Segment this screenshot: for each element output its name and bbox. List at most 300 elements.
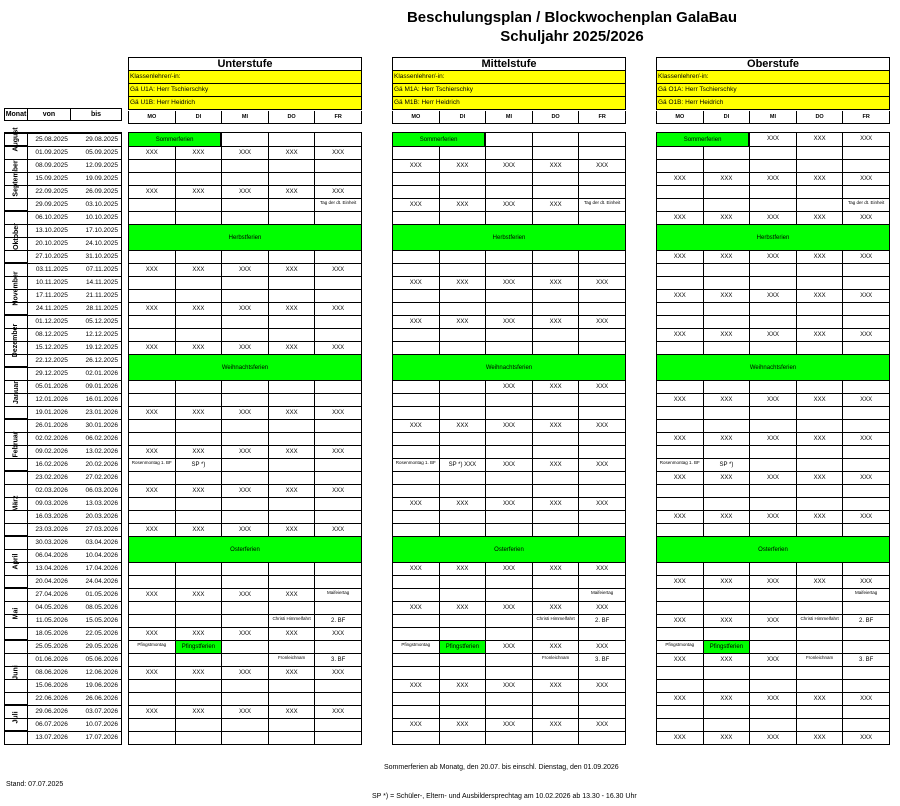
day-cell	[221, 693, 268, 705]
holiday-band: Weihnachtsferien	[393, 355, 625, 380]
day-cell: XXX	[673, 436, 686, 442]
day-cell: XXX	[703, 511, 750, 523]
day-cell	[796, 524, 843, 536]
day-cell	[703, 667, 750, 679]
day-label: DO	[268, 111, 315, 123]
schedule-row	[129, 224, 361, 250]
day-cell	[175, 212, 222, 224]
day-cell: XXX	[221, 147, 268, 159]
day-cell: Fronleichnam	[268, 654, 315, 666]
day-cell: SP *)	[175, 459, 222, 471]
day-header	[656, 111, 890, 124]
day-cell	[532, 511, 579, 523]
month-label	[5, 640, 27, 705]
schedule-row	[657, 133, 889, 146]
day-cell	[129, 602, 175, 614]
day-cell	[842, 563, 889, 575]
day-cell	[439, 511, 486, 523]
day-cell	[749, 680, 796, 692]
day-cell	[129, 693, 175, 705]
week-end: 08.05.2026	[85, 604, 118, 611]
day-cell	[749, 446, 796, 458]
week-end: 31.10.2025	[85, 253, 118, 260]
day-cell	[221, 251, 268, 263]
week-start: 08.06.2026	[35, 669, 68, 676]
block-title: Mittelstufe	[392, 57, 626, 71]
day-cell: XXX	[145, 449, 158, 455]
schedule-row	[657, 510, 889, 523]
day-cell: Rosenmontag 1. BF	[659, 460, 700, 465]
day-cell: XXX	[532, 641, 579, 653]
week-start: 25.08.2025	[35, 136, 68, 143]
schedule-row	[129, 341, 361, 354]
day-cell	[532, 212, 579, 224]
week-start: 02.02.2026	[35, 435, 68, 442]
day-cell	[221, 641, 268, 653]
schedule-row	[657, 471, 889, 484]
schedule-row	[657, 250, 889, 263]
day-cell	[842, 264, 889, 276]
week-start: 04.05.2026	[35, 604, 68, 611]
day-cell: XXX	[175, 446, 222, 458]
day-cell: XXX	[439, 719, 486, 731]
day-cell: Pfingstmontag	[401, 642, 431, 647]
day-cell	[842, 381, 889, 393]
week-end: 29.08.2025	[85, 136, 118, 143]
day-cell: XXX	[221, 264, 268, 276]
schedule-row	[393, 315, 625, 328]
day-cell: XXX	[314, 446, 361, 458]
day-cell	[268, 212, 315, 224]
holiday-band: Osterferien	[393, 537, 625, 562]
day-cell	[796, 641, 843, 653]
day-cell: XXX	[485, 277, 532, 289]
day-cell	[314, 641, 361, 653]
schedule-row	[657, 224, 889, 250]
week-end: 20.03.2026	[85, 513, 118, 520]
teacher-row: Gä O1A: Herr Tschierschky	[656, 84, 890, 97]
day-cell	[842, 407, 889, 419]
day-cell: XXX	[532, 160, 579, 172]
day-cell	[749, 602, 796, 614]
week-start: 03.11.2025	[35, 266, 68, 273]
day-cell	[221, 212, 268, 224]
day-cell	[703, 264, 750, 276]
day-cell	[314, 133, 361, 146]
day-cell	[657, 303, 703, 315]
week-start: 11.05.2026	[35, 617, 68, 624]
schedule-row	[129, 484, 361, 497]
day-cell	[657, 381, 703, 393]
schedule-row	[129, 601, 361, 614]
day-cell: XXX	[578, 459, 625, 471]
day-cell	[268, 732, 315, 744]
day-cell: XXX	[439, 160, 486, 172]
month-name: Dezember	[12, 323, 20, 358]
day-cell	[485, 589, 532, 601]
day-cell	[578, 342, 625, 354]
day-cell: XXX	[485, 498, 532, 510]
schedule-row	[129, 497, 361, 510]
day-cell	[532, 147, 579, 159]
day-cell	[129, 173, 175, 185]
day-cell	[578, 186, 625, 198]
day-cell	[657, 485, 703, 497]
day-cell: XXX	[842, 576, 889, 588]
day-cell	[393, 290, 439, 302]
day-cell: Pfingstmontag	[137, 642, 167, 647]
day-cell: XXX	[578, 160, 625, 172]
schedule-row	[129, 198, 361, 211]
schedule-row	[129, 146, 361, 159]
schedule-row	[129, 679, 361, 692]
day-cell	[268, 433, 315, 445]
day-cell	[393, 407, 439, 419]
schedule-row	[129, 588, 361, 601]
week-start: 08.09.2025	[35, 162, 68, 169]
day-cell: XXX	[578, 498, 625, 510]
holiday-band: Weihnachtsferien	[657, 355, 889, 380]
day-cell: XXX	[749, 173, 796, 185]
schedule-row	[393, 718, 625, 731]
schedule-row	[393, 406, 625, 419]
day-cell: XXX	[439, 498, 486, 510]
day-cell: XXX	[673, 176, 686, 182]
day-cell	[268, 329, 315, 341]
day-cell	[221, 173, 268, 185]
day-cell: XXX	[409, 501, 422, 507]
day-cell	[439, 667, 486, 679]
day-cell	[393, 342, 439, 354]
month-name: September	[12, 159, 20, 197]
schedule-row	[393, 705, 625, 718]
day-cell: XXX	[175, 342, 222, 354]
day-cell	[221, 394, 268, 406]
week-start: 19.01.2026	[35, 409, 68, 416]
day-cell	[268, 420, 315, 432]
day-cell	[314, 329, 361, 341]
day-cell	[129, 654, 175, 666]
day-cell: XXX	[749, 133, 796, 146]
day-cell	[703, 420, 750, 432]
day-cell	[703, 706, 750, 718]
teacher-row: Klassenlehrer/-in:	[656, 71, 890, 84]
week-start: 24.11.2025	[35, 305, 68, 312]
day-cell: XXX	[578, 277, 625, 289]
schedule-row	[129, 211, 361, 224]
day-cell	[221, 277, 268, 289]
day-cell	[578, 329, 625, 341]
day-cell: XXX	[268, 407, 315, 419]
day-cell	[796, 706, 843, 718]
day-cell	[796, 667, 843, 679]
day-cell	[221, 160, 268, 172]
week-start: 01.09.2025	[35, 149, 68, 156]
day-cell	[268, 472, 315, 484]
week-end: 10.04.2026	[85, 552, 118, 559]
schedule-row	[129, 133, 361, 146]
week-end: 05.06.2026	[85, 656, 118, 663]
week-start: 29.12.2025	[35, 370, 68, 377]
day-cell	[532, 264, 579, 276]
day-cell	[485, 628, 532, 640]
day-cell: XXX	[796, 433, 843, 445]
holiday-band: Sommerferien	[129, 133, 221, 146]
schedule-row	[129, 445, 361, 458]
day-cell: Maifeiertag	[842, 589, 889, 601]
day-cell: XXX	[145, 488, 158, 494]
day-cell	[439, 433, 486, 445]
day-cell	[796, 485, 843, 497]
day-cell	[657, 316, 703, 328]
week-end: 06.03.2026	[85, 487, 118, 494]
day-cell	[314, 576, 361, 588]
day-cell: XXX	[221, 589, 268, 601]
week-end: 24.04.2026	[85, 578, 118, 585]
day-cell	[532, 329, 579, 341]
day-label: DO	[796, 111, 843, 123]
day-cell: XXX	[268, 485, 315, 497]
schedule-row	[393, 224, 625, 250]
day-cell	[703, 563, 750, 575]
schedule-row	[129, 471, 361, 484]
week-end: 19.12.2025	[85, 344, 118, 351]
week-end: 26.06.2026	[85, 695, 118, 702]
schedule-row	[129, 315, 361, 328]
day-cell: XXX	[578, 641, 625, 653]
day-cell	[578, 576, 625, 588]
schedule-row	[393, 185, 625, 198]
day-cell: XXX	[485, 316, 532, 328]
schedule-row	[657, 393, 889, 406]
day-cell: XXX	[842, 133, 889, 146]
holiday-band: Herbstferien	[129, 225, 361, 250]
day-cell: XXX	[532, 719, 579, 731]
week-end: 27.02.2026	[85, 474, 118, 481]
day-cell: XXX	[673, 293, 686, 299]
day-cell	[314, 680, 361, 692]
day-cell	[175, 732, 222, 744]
day-cell: XXX	[578, 680, 625, 692]
day-cell	[268, 133, 315, 146]
day-cell	[175, 563, 222, 575]
header-von: von	[28, 109, 71, 120]
day-cell	[175, 199, 222, 211]
teacher-row: Gä M1A: Herr Tschierschky	[392, 84, 626, 97]
day-cell	[749, 264, 796, 276]
month-name: Oktober	[12, 223, 20, 250]
day-cell	[657, 264, 703, 276]
schedule-row	[393, 393, 625, 406]
day-label: DI	[703, 111, 750, 123]
week-end: 03.04.2026	[85, 539, 118, 546]
day-cell: XXX	[409, 423, 422, 429]
day-cell	[129, 316, 175, 328]
month-name: Juni	[12, 664, 20, 680]
day-cell	[532, 485, 579, 497]
day-cell	[842, 524, 889, 536]
day-cell	[485, 394, 532, 406]
day-cell: XXX	[175, 407, 222, 419]
day-cell	[175, 719, 222, 731]
week-end: 22.05.2026	[85, 630, 118, 637]
schedule-row	[657, 172, 889, 185]
day-cell: XXX	[145, 527, 158, 533]
day-cell: XXX	[673, 696, 686, 702]
day-cell: 3. BF	[842, 654, 889, 666]
day-cell	[842, 186, 889, 198]
day-cell: XXX	[175, 485, 222, 497]
day-cell	[175, 602, 222, 614]
day-cell	[129, 576, 175, 588]
week-start: 22.09.2025	[35, 188, 68, 195]
day-cell	[703, 485, 750, 497]
day-cell	[578, 303, 625, 315]
schedule-row	[657, 575, 889, 588]
schedule-row	[657, 601, 889, 614]
week-end: 17.10.2025	[85, 227, 118, 234]
week-start: 01.12.2025	[35, 318, 68, 325]
month-name: August	[12, 126, 20, 152]
day-cell	[749, 524, 796, 536]
day-cell	[175, 433, 222, 445]
day-cell	[532, 472, 579, 484]
day-cell	[175, 498, 222, 510]
day-cell	[175, 654, 222, 666]
day-cell	[268, 277, 315, 289]
day-cell	[842, 602, 889, 614]
week-start: 06.10.2025	[35, 214, 68, 221]
day-cell	[175, 251, 222, 263]
schedule-row	[657, 679, 889, 692]
day-cell	[221, 459, 268, 471]
day-cell: XXX	[749, 576, 796, 588]
schedule-row	[657, 497, 889, 510]
day-cell	[485, 342, 532, 354]
day-cell: XXX	[842, 394, 889, 406]
day-cell	[532, 290, 579, 302]
day-cell	[842, 628, 889, 640]
day-cell	[532, 186, 579, 198]
day-cell	[842, 342, 889, 354]
week-end: 06.02.2026	[85, 435, 118, 442]
day-cell	[703, 303, 750, 315]
schedule-row	[657, 614, 889, 627]
day-label: FR	[578, 111, 625, 123]
day-cell	[268, 160, 315, 172]
day-cell: XXX	[221, 446, 268, 458]
day-cell	[314, 693, 361, 705]
day-cell	[129, 563, 175, 575]
schedule-row	[129, 276, 361, 289]
month-name: April	[12, 553, 20, 570]
schedule-row	[393, 679, 625, 692]
schedule-row	[129, 718, 361, 731]
day-cell	[796, 719, 843, 731]
day-cell	[749, 459, 796, 471]
schedule-row	[129, 263, 361, 276]
week-end: 14.11.2025	[85, 279, 118, 286]
week-start: 23.02.2026	[35, 474, 68, 481]
schedule-row	[393, 302, 625, 315]
day-cell	[268, 511, 315, 523]
day-cell	[221, 472, 268, 484]
day-cell	[268, 394, 315, 406]
schedule-row	[657, 432, 889, 445]
day-cell	[578, 472, 625, 484]
day-cell	[268, 316, 315, 328]
day-cell: XXX	[145, 709, 158, 715]
day-cell	[578, 732, 625, 744]
month-label	[5, 419, 27, 471]
footer-note: Sommerferien ab Monatg, den 20.07. bis einschl. Dienstag, den 01.09.2026	[384, 764, 619, 771]
day-cell: XXX	[221, 667, 268, 679]
schedule-row	[657, 302, 889, 315]
week-start: 16.03.2026	[35, 513, 68, 520]
day-cell: SP *) XXX	[439, 459, 486, 471]
week-end: 13.03.2026	[85, 500, 118, 507]
day-cell: XXX	[409, 683, 422, 689]
day-cell	[578, 212, 625, 224]
day-cell	[175, 394, 222, 406]
day-cell	[175, 290, 222, 302]
day-cell	[221, 615, 268, 627]
day-cell: XXX	[842, 251, 889, 263]
day-cell	[485, 407, 532, 419]
day-cell	[439, 693, 486, 705]
schedule-row	[129, 640, 361, 653]
day-cell: XXX	[796, 732, 843, 744]
day-cell	[268, 680, 315, 692]
day-cell	[485, 524, 532, 536]
day-cell	[485, 251, 532, 263]
day-cell	[657, 628, 703, 640]
day-cell: XXX	[703, 576, 750, 588]
day-cell	[796, 589, 843, 601]
day-cell	[796, 563, 843, 575]
week-start: 13.07.2026	[35, 734, 68, 741]
day-cell	[393, 264, 439, 276]
day-cell	[129, 251, 175, 263]
week-end: 27.03.2026	[85, 526, 118, 533]
day-cell: XXX	[532, 563, 579, 575]
day-cell	[439, 615, 486, 627]
month-label	[5, 315, 27, 367]
day-cell	[175, 511, 222, 523]
day-cell	[578, 290, 625, 302]
week-start: 20.10.2025	[35, 240, 68, 247]
month-label	[5, 211, 27, 263]
day-cell	[439, 524, 486, 536]
day-cell: XXX	[578, 563, 625, 575]
day-cell	[532, 394, 579, 406]
schedule-row	[393, 731, 625, 744]
day-cell	[578, 133, 625, 146]
day-cell	[842, 680, 889, 692]
day-cell	[749, 303, 796, 315]
day-cell	[175, 173, 222, 185]
day-cell: XXX	[842, 732, 889, 744]
stand-date: Stand: 07.07.2025	[6, 781, 64, 788]
day-cell	[439, 264, 486, 276]
day-cell: XXX	[221, 628, 268, 640]
schedule-grid	[128, 132, 362, 745]
day-cell: XXX	[703, 615, 750, 627]
page-title: Beschulungsplan / Blockwochenplan GalaBau	[406, 9, 738, 26]
schedule-row	[393, 276, 625, 289]
day-cell: XXX	[673, 657, 686, 663]
day-cell: XXX	[409, 605, 422, 611]
